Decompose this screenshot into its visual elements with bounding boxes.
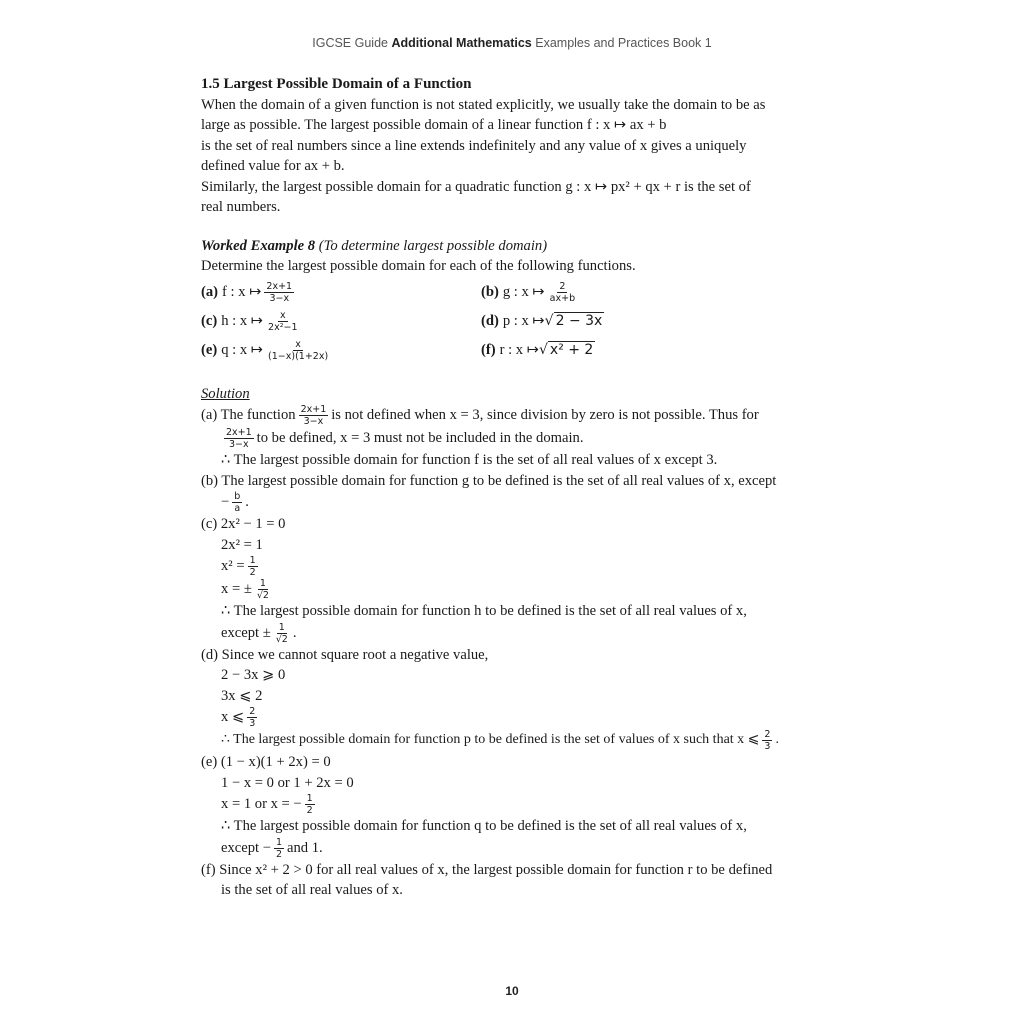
intro-line-2: large as possible. The largest possible domain of a linear function f : x ↦ ax + b — [201, 117, 667, 133]
solution-c-step-1: (c) 2x² − 1 = 0 — [201, 516, 286, 532]
square-root: √ x² + 2 — [538, 341, 594, 358]
worked-example-heading — [201, 236, 811, 257]
solution-d-step-3: x ⩽ $\frac{2}{3}$ — [221, 706, 256, 729]
intro-line-1: When the domain of a given function is not stated explicitly, we usually take the domain to be as — [201, 96, 766, 113]
solution-f-line-1: (f) Since x² + 2 > 0 for all real values of x, the largest possible domain for function r to be defined — [201, 861, 773, 878]
solution-c-conclusion-2: except ± $\frac{1}{√2}$ . — [221, 621, 297, 645]
solution-d-step-2: 3x ⩽ 2 — [221, 687, 263, 704]
intro-line-3: is the set of real numbers since a line extends indefinitely and any value of x gives a uniquely — [201, 137, 747, 154]
solution-e-step-3: x = 1 or x = − $\frac{1}{2}$ — [221, 793, 313, 816]
function-item-e: (e) q : x ↦ $\frac{x}{(1-x)(1+2x)}$ — [201, 338, 329, 362]
solution-b-line-1: (b) The largest possible domain for function g to be defined is the set of all real values of x, except — [201, 472, 777, 489]
intro-line-6: real numbers. — [201, 199, 281, 215]
worked-example-subtitle: (To determine largest possible domain) — [318, 237, 548, 254]
header-prefix: IGCSE Guide — [312, 36, 388, 50]
solution-c-conclusion-1: ∴ The largest possible domain for function h to be defined is the set of all real values of x, — [221, 603, 747, 619]
solution-b-line-2: − $\frac{b}{a}$ . — [221, 491, 249, 514]
solution-e-conclusion-1: ∴ The largest possible domain for function q to be defined is the set of all real values of x, — [221, 818, 747, 834]
function-list — [201, 279, 811, 364]
solution-e-step-1: (e) (1 − x)(1 + 2x) = 0 — [201, 754, 331, 770]
intro-line-5: Similarly, the largest possible domain for a quadratic function g : x ↦ px² + qx + r is the set of — [201, 178, 751, 195]
function-item-b: (b) g : x ↦ $\frac{2}{ax+b}$ — [481, 280, 576, 304]
solution-e-conclusion-2: except − $\frac{1}{2}$ and 1. — [221, 836, 323, 860]
page-body — [201, 74, 811, 901]
solution-f-line-2: is the set of all real values of x. — [221, 882, 403, 898]
intro-line-4: defined value for ax + b. — [201, 158, 345, 174]
fraction: $\frac{x}{\text{2x²−1}}$ — [268, 309, 298, 333]
header-suffix: Examples and Practices Book 1 — [535, 36, 712, 50]
running-header — [0, 36, 1024, 50]
function-item-c: (c) h : x ↦ $\frac{x}{\text{2x²−1}}$ — [201, 309, 298, 333]
fraction: $\frac{2x+1}{3-x}$ — [266, 280, 293, 304]
solution-d-line-1: (d) Since we cannot square root a negative value, — [201, 646, 489, 663]
function-item-a: (a) f : x ↦ $\frac{2x+1}{3-x}$ — [201, 280, 293, 304]
solution-c-step-2: 2x² = 1 — [221, 536, 263, 553]
square-root: √ 2 − 3x — [544, 312, 603, 329]
solution-c-step-4: x = ± $\frac{1}{√2}$ — [221, 578, 269, 601]
header-title-bold: Additional Mathematics — [391, 36, 532, 50]
function-item-d: (d) p : x ↦ √ 2 − 3x — [481, 308, 781, 335]
function-item-f: (f) r : x ↦ √ x² + 2 — [481, 337, 781, 364]
worked-example-instruction: Determine the largest possible domain for each of the following functions. — [201, 258, 636, 274]
fraction: $\frac{x}{(1-x)(1+2x)}$ — [268, 338, 329, 362]
fraction: $\frac{2}{ax+b}$ — [549, 280, 576, 304]
solution-c-step-3: x² = $\frac{1}{2}$ — [221, 555, 256, 578]
page-number: 10 — [505, 984, 519, 998]
solution-a-line-1: (a) The function $\frac{2x+1}{3-x}$ is not defined when x = 3, since division by zero is not possible. Thus for — [201, 404, 759, 427]
solution-d-conclusion: ∴ The largest possible domain for function p to be defined is the set of values of x such that x ⩽ $\frac{2}{3}$ . — [221, 729, 779, 752]
solution-e-step-2: 1 − x = 0 or 1 + 2x = 0 — [221, 774, 354, 791]
section-title: 1.5 Largest Possible Domain of a Function — [201, 76, 472, 92]
solution-a-line-2: $\frac{2x+1}{3-x}$ to be defined, x = 3 must not be included in the domain. — [226, 427, 584, 450]
solution-title: Solution — [201, 385, 250, 402]
solution-d-step-1: 2 − 3x ⩾ 0 — [221, 667, 286, 683]
worked-example-title: Worked Example 8 — [201, 237, 316, 254]
solution-a-conclusion: ∴ The largest possible domain for function f is the set of all real values of x except 3. — [221, 452, 718, 468]
